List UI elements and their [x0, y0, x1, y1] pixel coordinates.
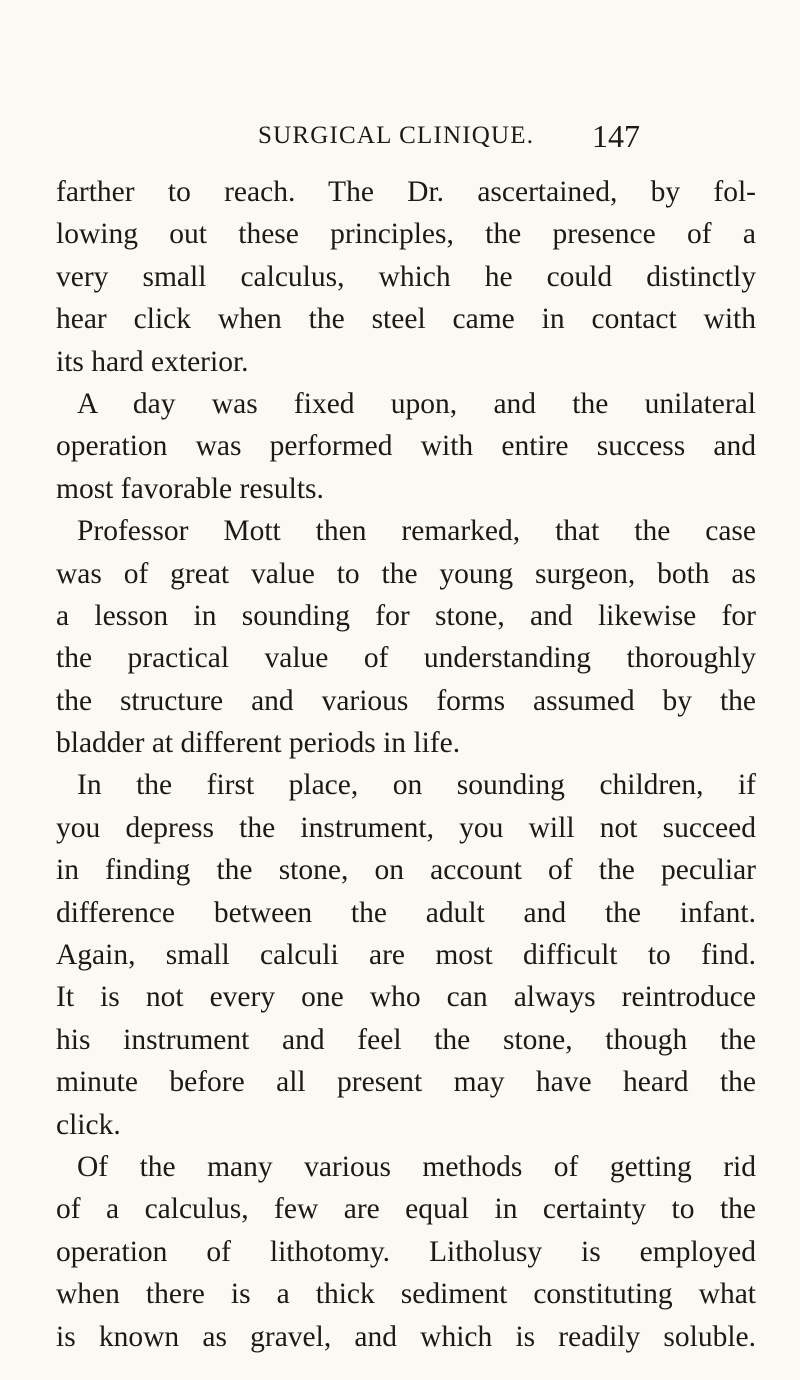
text-line: in finding the stone, on account of the peculiar	[56, 854, 756, 887]
text-line: is known as gravel, and which is readily soluble.	[56, 1320, 756, 1353]
body-text	[56, 171, 756, 1358]
text-line: minute before all present may have heard the	[56, 1066, 756, 1099]
text-line: It is not every one who can always reintroduce	[56, 981, 756, 1014]
text-line: you depress the instrument, you will not succeed	[56, 811, 756, 844]
text-line: his instrument and feel the stone, though the	[56, 1023, 756, 1056]
text-line: Of the many various methods of getting rid	[77, 1150, 756, 1183]
text-line: click.	[56, 1108, 121, 1141]
text-line: farther to reach. The Dr. ascertained, by fol-	[56, 176, 756, 208]
text-line: its hard exterior.	[56, 345, 249, 378]
text-line: most favorable results.	[56, 472, 324, 505]
running-head	[258, 118, 678, 158]
text-line: the practical value of understanding thoroughly	[56, 642, 756, 675]
text-line: In the first place, on sounding children, if	[77, 769, 756, 802]
text-line: the structure and various forms assumed by the	[56, 684, 756, 717]
text-line: lowing out these principles, the presence of a	[56, 218, 756, 251]
text-line: a lesson in sounding for stone, and likewise for	[56, 599, 756, 632]
text-line: operation was performed with entire success and	[56, 430, 756, 463]
page-number: 147	[592, 118, 640, 154]
text-line: bladder at different periods in life.	[56, 727, 461, 760]
text-line: when there is a thick sediment constituting what	[56, 1278, 756, 1311]
text-line: Again, small calculi are most difficult to find.	[56, 939, 756, 972]
text-line: hear click when the steel came in contact with	[56, 303, 756, 336]
text-line: of a calculus, few are equal in certainty to the	[56, 1193, 756, 1226]
text-line: Professor Mott then remarked, that the case	[77, 515, 756, 548]
text-line: operation of lithotomy. Litholusy is employed	[56, 1235, 756, 1268]
text-line: difference between the adult and the infant.	[56, 896, 756, 929]
text-line: very small calculus, which he could distinctly	[56, 260, 756, 293]
text-line: was of great value to the young surgeon, both as	[56, 557, 756, 590]
running-title: SURGICAL CLINIQUE.	[258, 122, 535, 149]
text-line: A day was fixed upon, and the unilateral	[77, 387, 756, 420]
